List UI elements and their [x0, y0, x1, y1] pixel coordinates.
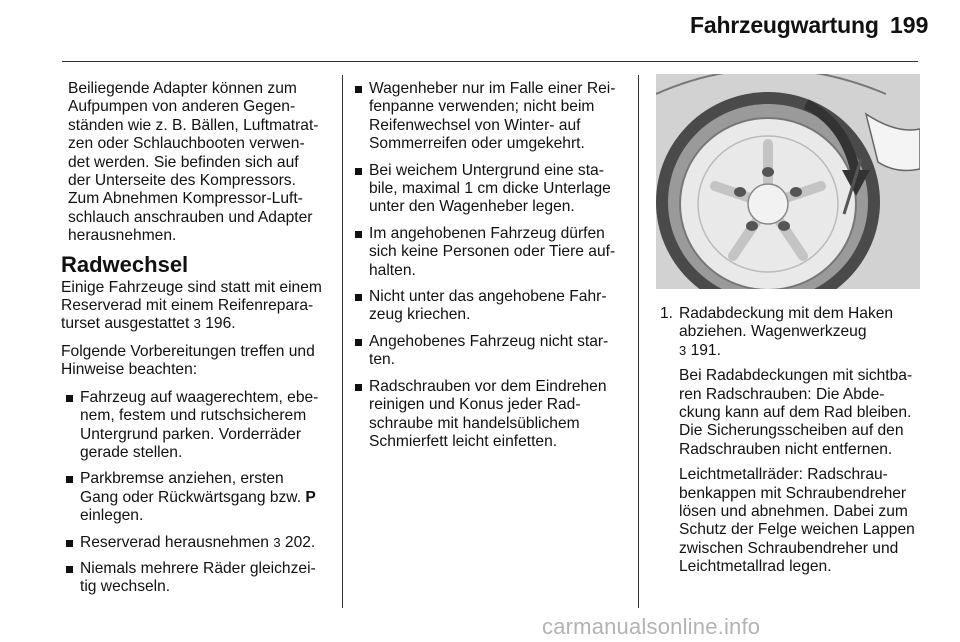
text-line: Reserverad herausnehmen — [80, 533, 269, 551]
text-line: gerade stellen. — [80, 443, 183, 461]
list-item — [61, 389, 333, 463]
list-item — [61, 470, 333, 525]
text-line: Hinweise beachten: — [61, 361, 198, 379]
wheel-change-steps — [660, 305, 922, 577]
column-divider-2 — [638, 75, 639, 608]
text-line: Radschrauben vor dem Eindrehen — [369, 377, 607, 395]
text-line: Fahrzeug auf waagerechtem, ebe- — [80, 388, 319, 406]
watermark: carmanualsonline.info — [542, 614, 761, 639]
column-divider-1 — [342, 75, 343, 608]
text-line: Wagenheber nur im Falle einer Rei- — [369, 80, 616, 97]
bullet-square-icon — [355, 168, 362, 175]
text-line: Niemals mehrere Räder gleichzei- — [80, 559, 316, 577]
adapter-paragraph — [61, 80, 333, 246]
text-line: Angehobenes Fahrzeug nicht star- — [369, 332, 609, 350]
wheel-cover-illustration — [656, 74, 920, 289]
list-item — [350, 162, 632, 217]
gear-letter: P — [305, 488, 316, 506]
text-line: halten. — [369, 261, 416, 279]
text-line: einlegen. — [80, 507, 144, 525]
list-item — [350, 80, 632, 154]
wheel-illustration-svg — [656, 74, 920, 289]
text-line: tig wechseln. — [80, 578, 171, 596]
text-line: Beiliegende Adapter können zum — [68, 80, 297, 97]
page-reference-icon: 3 — [193, 316, 201, 332]
list-item — [660, 305, 922, 577]
text-line: reinigen und Konus jeder Rad- — [369, 396, 581, 414]
text-line: Schmierfett leicht einfetten. — [369, 432, 558, 450]
text-line: ständen wie z. B. Bällen, Luftmatrat- — [68, 116, 319, 134]
page-reference[interactable]: 202. — [284, 533, 316, 551]
text-line: Untergrund parken. Vorderräder — [80, 425, 302, 443]
bullet-square-icon — [66, 476, 73, 483]
header-rule — [62, 61, 918, 62]
text-line: ten. — [369, 351, 396, 369]
page-reference[interactable]: 191. — [690, 341, 721, 359]
text-line: Bei Radabdeckungen mit sichtba- — [679, 367, 913, 385]
page-header-title: Fahrzeugwartung — [690, 12, 879, 38]
page-number: 199 — [890, 12, 929, 38]
column-3 — [660, 305, 922, 577]
list-item — [61, 534, 333, 552]
bullet-square-icon — [355, 294, 362, 301]
text-line: lösen und abnehmen. Dabei zum — [679, 503, 908, 521]
bullet-square-icon — [355, 231, 362, 238]
text-line: Aufpumpen von anderen Gegen- — [68, 98, 296, 116]
page-reference-icon: 3 — [679, 342, 687, 358]
visible-bolts-note — [679, 367, 922, 459]
page-reference-icon: 3 — [273, 534, 281, 550]
list-item — [61, 560, 333, 597]
section-heading: Radwechsel — [61, 251, 189, 277]
jack-safety-list — [350, 80, 632, 451]
text-line: Radschrauben nicht entfernen. — [679, 440, 893, 458]
text-line: turset ausgestattet — [61, 315, 190, 333]
list-item — [350, 288, 632, 325]
text-line: der Unterseite des Kompressors. — [68, 172, 296, 190]
text-line: benkappen mit Schraubendreher — [679, 484, 907, 502]
text-line: fenpanne verwenden; nicht beim — [369, 98, 595, 116]
text-line: unter den Wagenheber legen. — [369, 198, 575, 216]
text-line: Bei weichem Untergrund eine sta- — [369, 161, 604, 179]
page-reference[interactable]: 196. — [205, 315, 236, 333]
step-number: 1. — [660, 305, 674, 322]
bullet-square-icon — [355, 384, 362, 391]
bullet-square-icon — [66, 566, 73, 573]
text-line: Sommerreifen oder umgekehrt. — [369, 135, 585, 153]
text-line: zen oder Schlauchbooten verwen- — [68, 135, 305, 153]
alloy-wheel-note — [679, 466, 922, 576]
text-line: ren Radschrauben: Die Abde- — [679, 385, 885, 403]
text-line: herausnehmen. — [68, 227, 177, 245]
preparation-list — [61, 389, 333, 597]
bullet-square-icon — [355, 339, 362, 346]
text-line: zeug kriechen. — [369, 306, 471, 324]
text-line: Leichtmetallräder: Radschrau- — [679, 466, 888, 484]
text-line: bile, maximal 1 cm dicke Unterlage — [369, 180, 611, 198]
text-line: Reifenwechsel von Winter- auf — [369, 116, 581, 134]
text-line: ckung kann auf dem Rad bleiben. — [679, 404, 912, 422]
text-line: Leichtmetallrad legen. — [679, 558, 832, 576]
text-line: Gang oder Rückwärtsgang bzw. — [80, 488, 302, 506]
text-line: Zum Abnehmen Kompressor-Luft- — [68, 190, 303, 208]
text-line: Die Sicherungsscheiben auf den — [679, 422, 904, 440]
text-line: nem, festem und rutschsicherem — [80, 407, 307, 425]
bullet-square-icon — [66, 540, 73, 547]
preparation-paragraph — [61, 343, 333, 380]
list-item — [350, 333, 632, 370]
text-line: Parkbremse anziehen, ersten — [80, 470, 284, 488]
text-line: Einige Fahrzeuge sind statt mit einem — [61, 278, 322, 296]
column-1 — [61, 80, 333, 605]
text-line: zwischen Schraubendreher und — [679, 539, 899, 557]
text-line: schlauch anschrauben und Adapter — [68, 208, 313, 226]
list-item — [350, 225, 632, 280]
column-2 — [350, 80, 632, 459]
bullet-square-icon — [355, 86, 362, 93]
text-line: Schutz der Felge weichen Lappen — [679, 521, 915, 539]
text-line: Im angehobenen Fahrzeug dürfen — [369, 224, 605, 242]
text-line: sich keine Personen oder Tiere auf- — [369, 243, 616, 261]
text-line: schraube mit handelsüblichem — [369, 414, 580, 432]
text-line: det werden. Sie befinden sich auf — [68, 153, 299, 171]
text-line: Radabdeckung mit dem Haken — [679, 305, 894, 322]
list-item — [350, 378, 632, 452]
text-line: Reserverad mit einem Reifenrepara- — [61, 297, 314, 315]
bullet-square-icon — [66, 395, 73, 402]
text-line: Nicht unter das angehobene Fahr- — [369, 288, 607, 306]
reserve-wheel-paragraph — [61, 279, 333, 334]
text-line: Folgende Vorbereitungen treffen und — [61, 342, 315, 360]
text-line: abziehen. Wagenwerkzeug — [679, 323, 867, 341]
